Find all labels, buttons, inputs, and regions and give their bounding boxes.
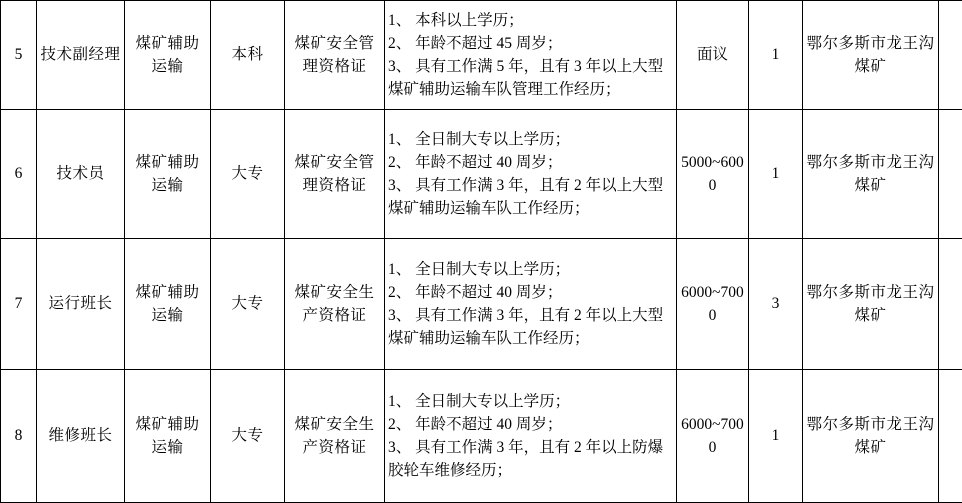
row-trailing-cell <box>939 370 962 503</box>
row-trailing-cell <box>939 239 962 370</box>
row-requirements <box>385 110 677 239</box>
row-salary: 6000~7000 <box>677 239 749 370</box>
requirement-line: 3、 具有工作满 5 年，且有 3 年以上大型煤矿辅助运输车队管理工作经历； <box>388 55 673 102</box>
row-certificate: 煤矿安全生产资格证 <box>285 239 385 370</box>
row-headcount: 1 <box>749 110 803 239</box>
row-number: 6 <box>1 110 37 239</box>
requirement-line: 2、 年龄不超过 40 周岁； <box>388 413 673 436</box>
row-education: 大专 <box>211 110 285 239</box>
row-department: 煤矿辅助运输 <box>125 110 211 239</box>
row-requirements <box>385 239 677 370</box>
row-location: 鄂尔多斯市龙王沟煤矿 <box>803 239 939 370</box>
row-salary: 6000~7000 <box>677 370 749 503</box>
row-education: 本科 <box>211 1 285 110</box>
requirement-line: 1、 全日制大专以上学历； <box>388 390 673 413</box>
row-trailing-cell <box>939 110 962 239</box>
row-location: 鄂尔多斯市龙王沟煤矿 <box>803 1 939 110</box>
requirement-line: 2、 年龄不超过 40 周岁； <box>388 151 673 174</box>
row-certificate: 煤矿安全管理资格证 <box>285 110 385 239</box>
row-education: 大专 <box>211 239 285 370</box>
row-post: 技术副经理 <box>37 1 125 110</box>
row-requirements <box>385 1 677 110</box>
table-row <box>1 239 962 370</box>
row-education: 大专 <box>211 370 285 503</box>
row-headcount: 3 <box>749 239 803 370</box>
row-location: 鄂尔多斯市龙王沟煤矿 <box>803 370 939 503</box>
row-salary: 5000~6000 <box>677 110 749 239</box>
row-trailing-cell <box>939 1 962 110</box>
row-number: 7 <box>1 239 37 370</box>
row-location: 鄂尔多斯市龙王沟煤矿 <box>803 110 939 239</box>
row-requirements <box>385 370 677 503</box>
row-salary: 面议 <box>677 1 749 110</box>
row-certificate: 煤矿安全生产资格证 <box>285 370 385 503</box>
row-department: 煤矿辅助运输 <box>125 1 211 110</box>
row-number: 5 <box>1 1 37 110</box>
requirement-line: 1、 全日制大专以上学历； <box>388 258 673 281</box>
row-certificate: 煤矿安全管理资格证 <box>285 1 385 110</box>
table-row <box>1 1 962 110</box>
row-post: 运行班长 <box>37 239 125 370</box>
row-number: 8 <box>1 370 37 503</box>
row-headcount: 1 <box>749 1 803 110</box>
row-post: 维修班长 <box>37 370 125 503</box>
requirement-line: 3、 具有工作满 3 年，且有 2 年以上大型煤矿辅助运输车队工作经历； <box>388 304 673 351</box>
row-post: 技术员 <box>37 110 125 239</box>
requirement-line: 3、 具有工作满 3 年，且有 2 年以上大型煤矿辅助运输车队工作经历； <box>388 174 673 221</box>
requirement-line: 1、 全日制大专以上学历； <box>388 128 673 151</box>
row-department: 煤矿辅助运输 <box>125 370 211 503</box>
table-row <box>1 370 962 503</box>
table-row <box>1 110 962 239</box>
requirement-line: 3、 具有工作满 3 年，且有 2 年以上防爆胶轮车维修经历； <box>388 436 673 483</box>
requirement-line: 2、 年龄不超过 45 周岁； <box>388 32 673 55</box>
row-department: 煤矿辅助运输 <box>125 239 211 370</box>
requirement-line: 2、 年龄不超过 40 周岁； <box>388 281 673 304</box>
row-headcount: 1 <box>749 370 803 503</box>
requirement-line: 1、 本科以上学历； <box>388 9 673 32</box>
